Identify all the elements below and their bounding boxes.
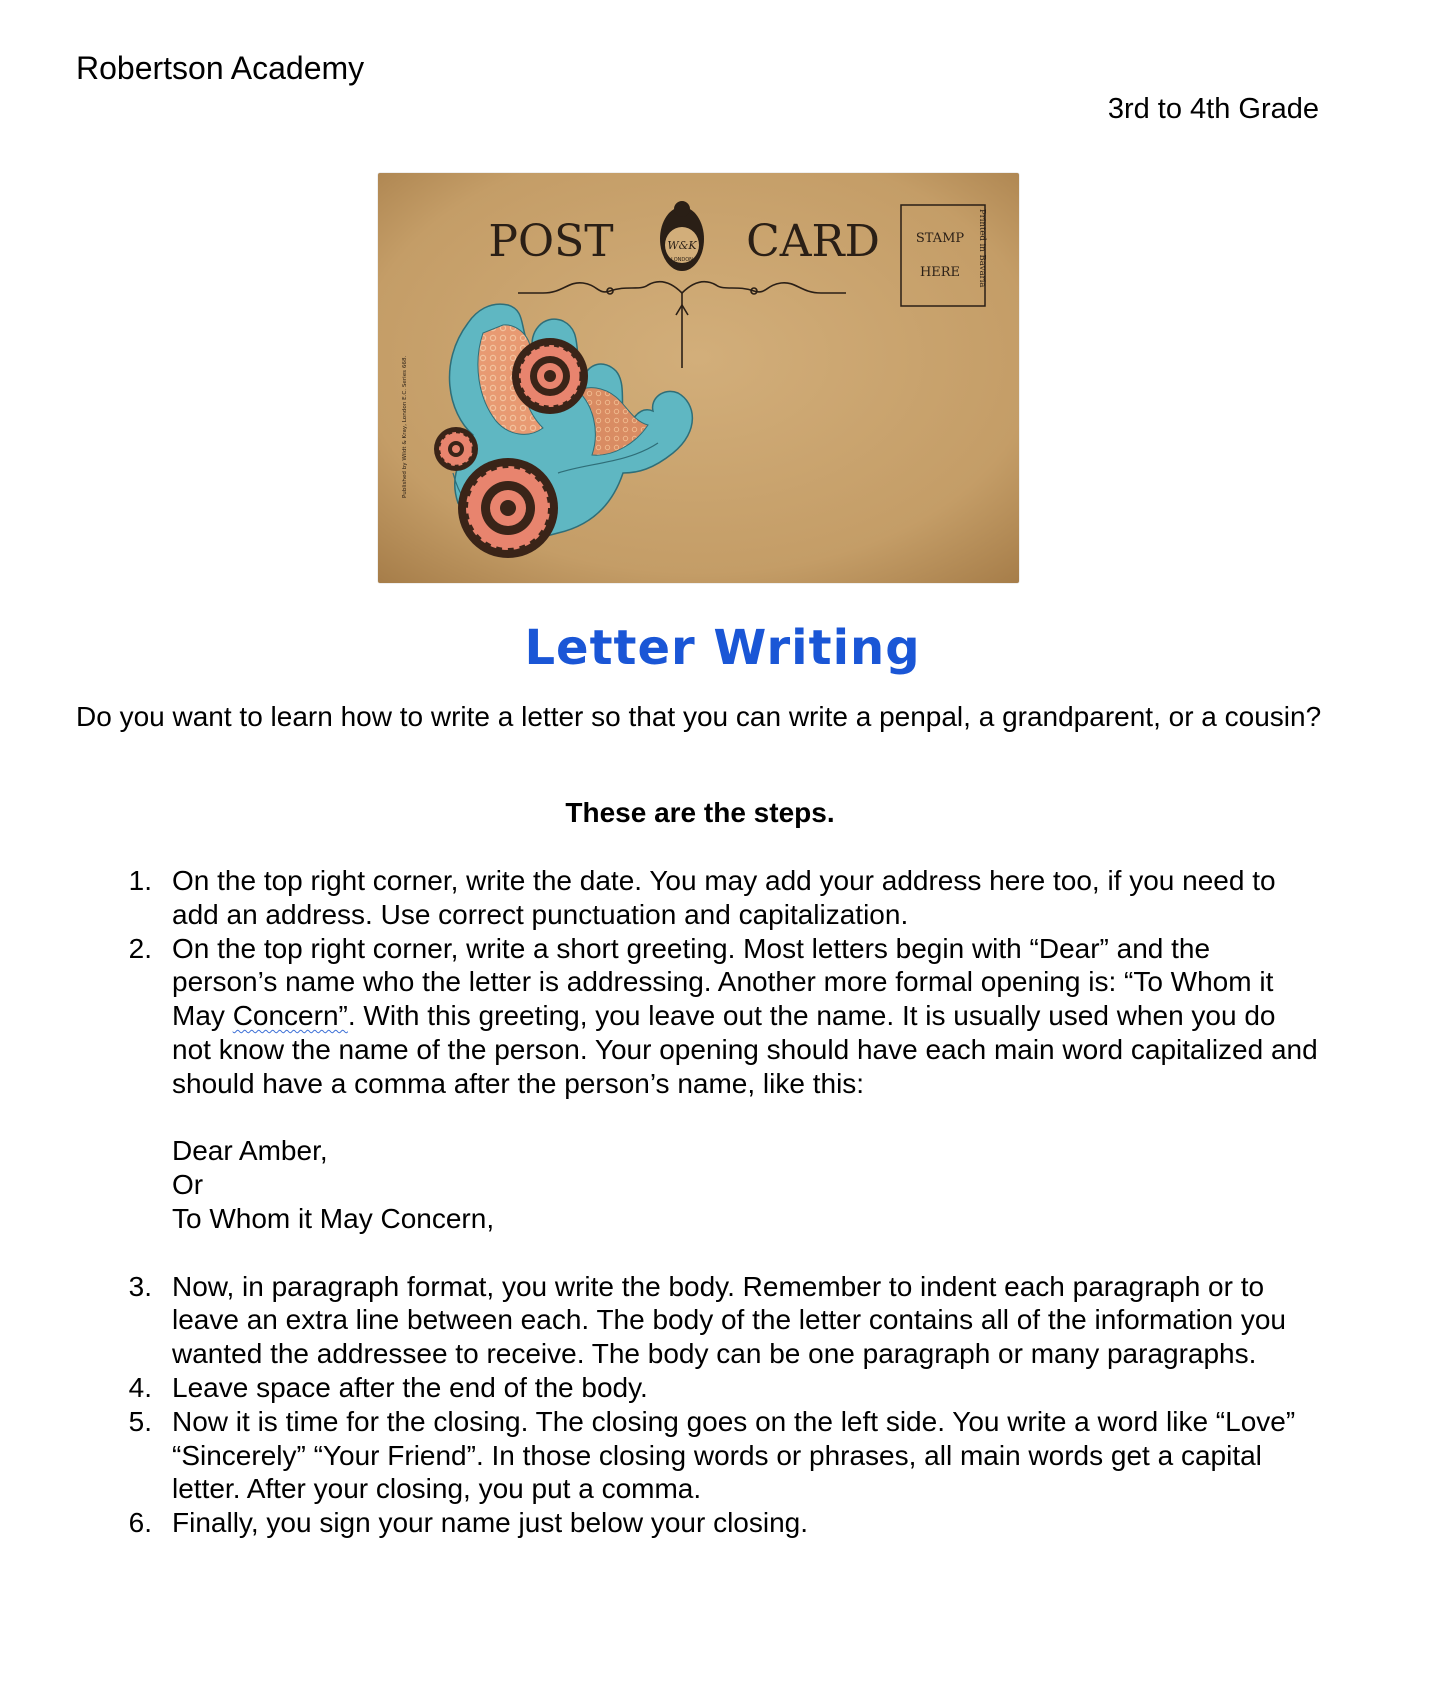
step-text: Finally, you sign your name just below your closing. — [172, 1507, 809, 1539]
step-number: 2. — [128, 932, 152, 964]
school-name: Robertson Academy — [76, 50, 365, 86]
stamp-label-line1: STAMP — [915, 231, 965, 246]
step-text: On the top right corner, write the date. You may add your address here too, if you need to add an address. Use correct punctuation and capitalization. — [172, 865, 1276, 930]
step-item — [120, 932, 1320, 1236]
step-item — [120, 1270, 1320, 1371]
postcard-logo-sub: LONDON — [671, 257, 693, 263]
step-item — [120, 1506, 1320, 1540]
stamp-label-line2: HERE — [919, 265, 961, 280]
step-number: 3. — [128, 1270, 152, 1302]
publisher-text: Published by Wildt & Kray, London E.C. Series 668. — [402, 355, 408, 498]
step-number: 1. — [128, 865, 152, 896]
flower-lower — [458, 458, 558, 558]
greeting-example — [172, 1134, 1320, 1235]
step-text-part1: On the top right corner, write a short greeting. Most letters begin with “Dear” and the person’s name who the letter is addressing. Another more formal opening is: “To Whom it May — [172, 932, 1274, 1032]
step-text: Leave space after the end of the body. — [172, 1371, 648, 1403]
grade-level: 3rd to 4th Grade — [1107, 93, 1319, 125]
step-item — [120, 1371, 1320, 1405]
step-number: 6. — [128, 1507, 152, 1539]
step-text: Now, in paragraph format, you write the body. Remember to indent each paragraph or to leave an extra line between each. The body of the letter contains all of the information you wanted the addressee to receive. The body can be one paragraph or many paragraphs. — [172, 1270, 1286, 1370]
step-text-part2: . With this greeting, you leave out the name. It is usually used when you do not know the name of the person. Your opening should have each main word capitalized and should have a comma after the person’s name, like this: — [172, 1000, 1318, 1099]
intro-paragraph: Do you want to learn how to write a letter so that you can write a penpal, a grandparent, or a cousin? — [76, 701, 1322, 732]
step-item — [120, 1405, 1320, 1506]
flower-small — [434, 427, 478, 471]
postcard-card-text: CARD — [746, 216, 880, 267]
postcard-image — [378, 173, 1019, 583]
postcard-post-text: POST — [488, 216, 614, 267]
spellcheck-flagged-word: Concern” — [232, 1000, 348, 1032]
step-number: 4. — [128, 1371, 152, 1403]
flower-upper — [512, 338, 588, 414]
example-line: Or — [172, 1169, 204, 1201]
steps-list — [120, 864, 1320, 1540]
example-line: Dear Amber, — [172, 1135, 328, 1167]
printed-in-text: Printed in Bavaria — [977, 209, 987, 288]
postcard-logo-text: W&K — [667, 239, 697, 252]
page-title: Letter Writing — [524, 620, 921, 676]
step-text: Now it is time for the closing. The closing goes on the left side. You write a word like “Love” “Sincerely” “Your Friend”. In those closing words or phrases, all main words get a capital letter. After your closing, you put a comma. — [172, 1405, 1296, 1505]
steps-heading: These are the steps. — [565, 797, 835, 828]
example-line: To Whom it May Concern, — [172, 1202, 495, 1234]
step-number: 5. — [128, 1405, 152, 1437]
step-item — [120, 864, 1320, 932]
